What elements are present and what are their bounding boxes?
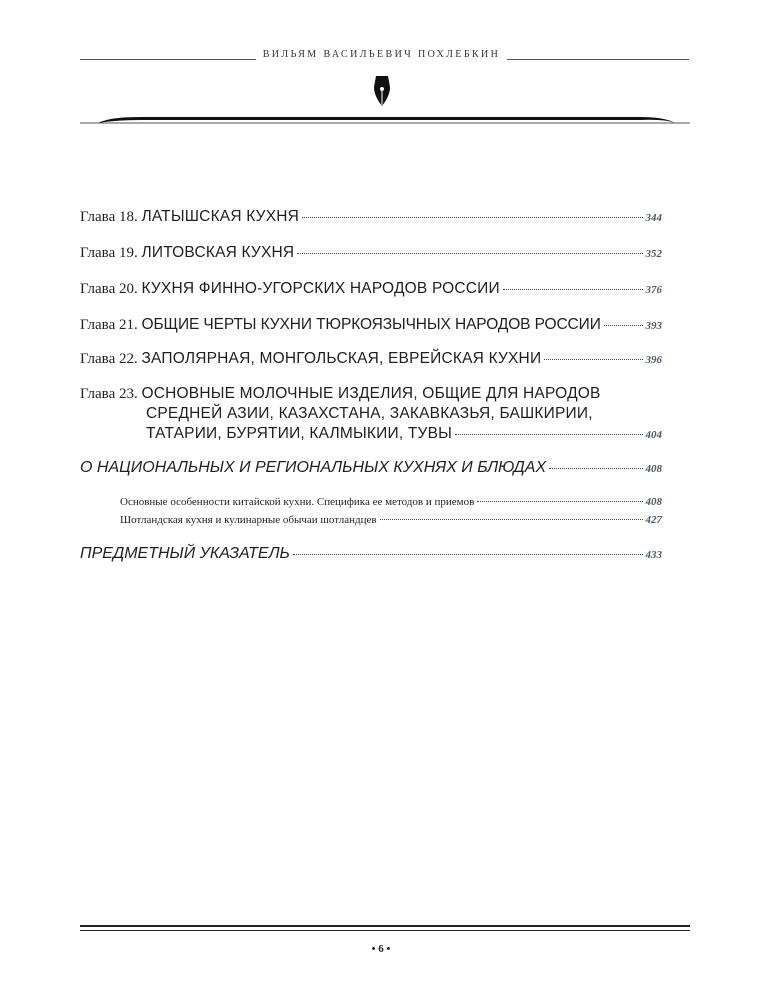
subsection-title: Шотландская кухня и кулинарные обычаи шотландцев: [120, 514, 377, 526]
dot-leader: [544, 359, 642, 360]
dot-leader: [302, 217, 642, 218]
chapter-prefix: Глава 22.: [80, 351, 138, 367]
toc-entry-chapter-18[interactable]: [80, 208, 662, 226]
header-swash-rule: [80, 114, 690, 126]
dot-leader: [503, 289, 643, 290]
footer-rule-thick: [80, 925, 690, 927]
toc-entry-chinese-cuisine[interactable]: [120, 496, 662, 508]
running-title: ВИЛЬЯМ ВАСИЛЬЕВИЧ ПОХЛЕБКИН: [262, 49, 501, 60]
page-number: 396: [645, 354, 662, 366]
subsection-title: Основные особенности китайской кухни. Специфика ее методов и приемов: [120, 496, 475, 508]
section-title: О НАЦИОНАЛЬНЫХ И РЕГИОНАЛЬНЫХ КУХНЯХ И БЛЮДАХ: [80, 459, 547, 476]
header-rule-right: [507, 59, 689, 60]
section-title: ПРЕДМЕТНЫЙ УКАЗАТЕЛЬ: [80, 545, 290, 562]
dot-leader: [477, 501, 642, 502]
footer-page-number: • 6 •: [371, 943, 391, 955]
toc-entry-subject-index[interactable]: [80, 545, 662, 563]
dot-leader: [604, 325, 643, 326]
chapter-title: ЛИТОВСКАЯ КУХНЯ: [141, 244, 295, 261]
chapter-title: ЗАПОЛЯРНАЯ, МОНГОЛЬСКАЯ, ЕВРЕЙСКАЯ КУХНИ: [141, 350, 542, 367]
page-number: 408: [645, 496, 662, 508]
chapter-prefix: Глава 19.: [80, 245, 138, 261]
toc-entry-chapter-22[interactable]: [80, 350, 662, 368]
chapter-title-line-1: ОСНОВНЫЕ МОЛОЧНЫЕ ИЗДЕЛИЯ, ОБЩИЕ ДЛЯ НАРОДОВ: [141, 385, 601, 402]
toc-entry-scottish-cuisine[interactable]: [120, 514, 662, 526]
chapter-prefix: Глава 23.: [80, 386, 138, 402]
dot-leader: [455, 434, 642, 435]
chapter-prefix: Глава 18.: [80, 209, 138, 225]
toc-entry-national-cuisines[interactable]: [80, 459, 662, 477]
fountain-pen-nib-icon: [373, 76, 391, 106]
page-number: 376: [645, 284, 662, 296]
chapter-title: ЛАТЫШСКАЯ КУХНЯ: [141, 208, 300, 225]
page-number: 433: [645, 549, 662, 561]
chapter-title-line-3: ТАТАРИИ, БУРЯТИИ, КАЛМЫКИИ, ТУВЫ: [146, 425, 453, 442]
page-number: 352: [645, 248, 662, 260]
chapter-prefix: Глава 20.: [80, 281, 138, 297]
page-number: 408: [645, 463, 662, 475]
page-number: 344: [645, 212, 662, 224]
toc-entry-chapter-20[interactable]: [80, 280, 662, 298]
chapter-prefix: Глава 21.: [80, 317, 138, 333]
chapter-title-line-2: СРЕДНЕЙ АЗИИ, КАЗАХСТАНА, ЗАКАВКАЗЬЯ, БАШКИРИИ,: [146, 405, 593, 422]
dot-leader: [293, 554, 643, 555]
dot-leader: [549, 468, 642, 469]
toc-entry-chapter-21[interactable]: [80, 316, 662, 334]
page-number: 427: [645, 514, 662, 526]
footer-rule-thin: [80, 930, 690, 931]
dot-leader: [380, 519, 643, 520]
page-number: 393: [645, 320, 662, 332]
header-rule-left: [80, 59, 256, 60]
dot-leader: [297, 253, 642, 254]
toc-entry-chapter-19[interactable]: [80, 244, 662, 262]
chapter-title: ОБЩИЕ ЧЕРТЫ КУХНИ ТЮРКОЯЗЫЧНЫХ НАРОДОВ РОССИИ: [141, 316, 601, 333]
page-number: 404: [645, 429, 662, 441]
chapter-title: КУХНЯ ФИННО-УГОРСКИХ НАРОДОВ РОССИИ: [141, 280, 500, 297]
